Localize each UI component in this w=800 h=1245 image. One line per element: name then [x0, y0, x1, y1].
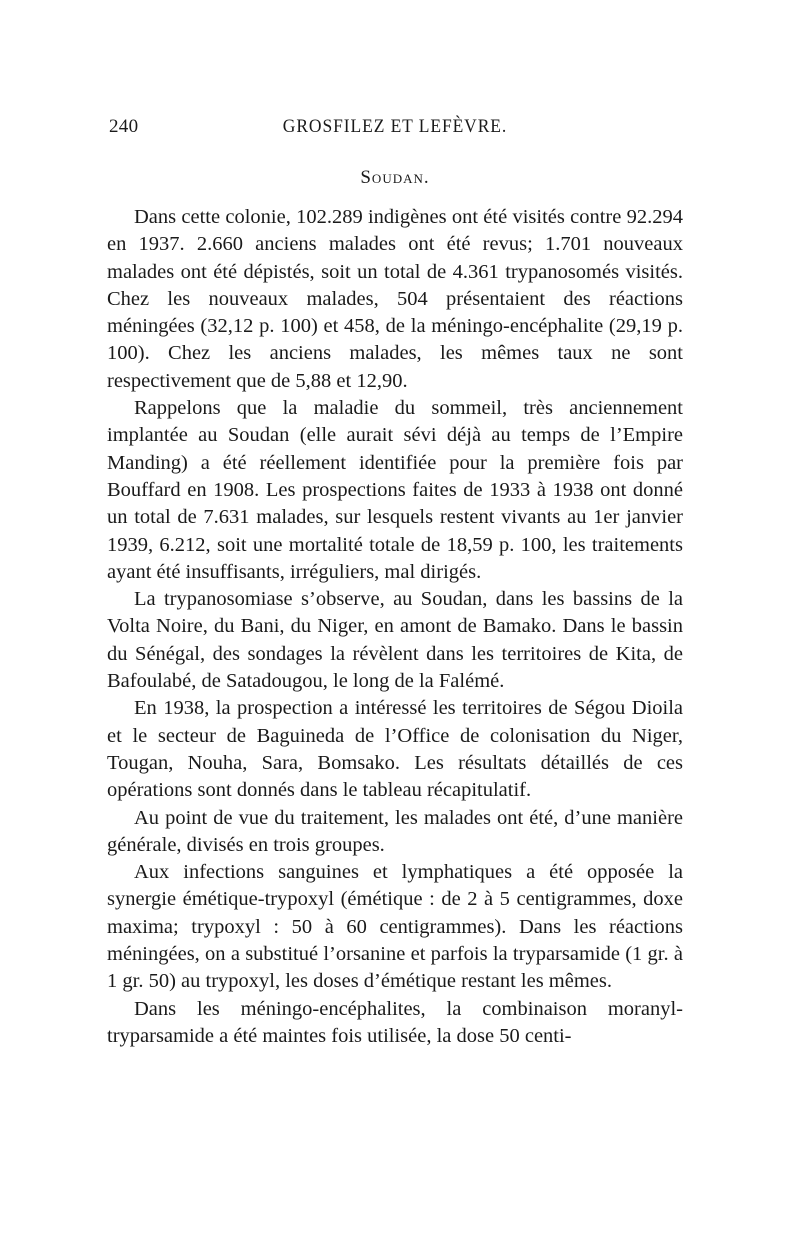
paragraph-6: Aux infections sanguines et lymphatiques a été opposée la synergie émétique-trypoxyl (émétique : de 2 à 5 centigrammes, doxe maxima; trypoxyl : 50 à 60 centigrammes). Dans les réactions méningées, on a substitué l’orsanine et parfois la tryparsamide (1 gr. à 1 gr. 50) au trypoxyl, les doses d’émétique restant les mêmes. — [107, 861, 683, 993]
paragraph-7: Dans les méningo-encéphalites, la combinaison moranyl-tryparsamide a été maintes fois utilisée, la dose 50 centi- — [107, 997, 683, 1047]
paragraph-4: En 1938, la prospection a intéressé les territoires de Ségou Dioila et le secteur de Baguineda de l’Office de colonisation du Niger, Tougan, Nouha, Sara, Bomsako. Les résultats détaillés de ces opérations sont donnés dans le tableau récapitulatif. — [107, 697, 683, 802]
paragraph-1: Dans cette colonie, 102.289 indigènes ont été visités contre 92.294 en 1937. 2.660 anciens malades ont été revus; 1.701 nouveaux malades ont été dépistés, soit un total de 4.361 trypanosomés visités. Chez les nouveaux malades, 504 présentaient des réactions méningées (32,12 p. 100) et 458, de la méningo-encéphalite (29,19 p. 100). Chez les anciens malades, les mêmes taux ne sont respectivement que de 5,88 et 12,90. — [107, 206, 683, 392]
page-number: 240 — [109, 116, 139, 137]
book-page — [107, 0, 683, 1245]
paragraph-2: Rappelons que la maladie du sommeil, très anciennement implantée au Soudan (elle aurait sévi déjà au temps de l’Empire Manding) a été réellement identifiée pour la première fois par Bouffard en 1908. Les prospections faites de 1933 à 1938 ont donné un total de 7.631 malades, sur lesquels restent vivants au 1er janvier 1939, 6.212, soit une mortalité totale de 18,59 p. 100, les traitements ayant été insuffisants, irréguliers, mal dirigés. — [107, 397, 683, 583]
section-title: Soudan. — [360, 167, 430, 188]
running-title: GROSFILEZ ET LEFÈVRE. — [282, 116, 508, 137]
paragraph-3: La trypanosomiase s’observe, au Soudan, dans les bassins de la Volta Noire, du Bani, du Niger, en amont de Bamako. Dans le bassin du Sénégal, des sondages la révèlent dans les territoires de Kita, de Bafoulabé, de Satadougou, le long de la Falémé. — [107, 588, 683, 693]
body-text — [107, 204, 683, 1050]
running-head — [107, 116, 683, 146]
paragraph-5: Au point de vue du traitement, les malades ont été, d’une manière générale, divisés en trois groupes. — [107, 806, 683, 856]
